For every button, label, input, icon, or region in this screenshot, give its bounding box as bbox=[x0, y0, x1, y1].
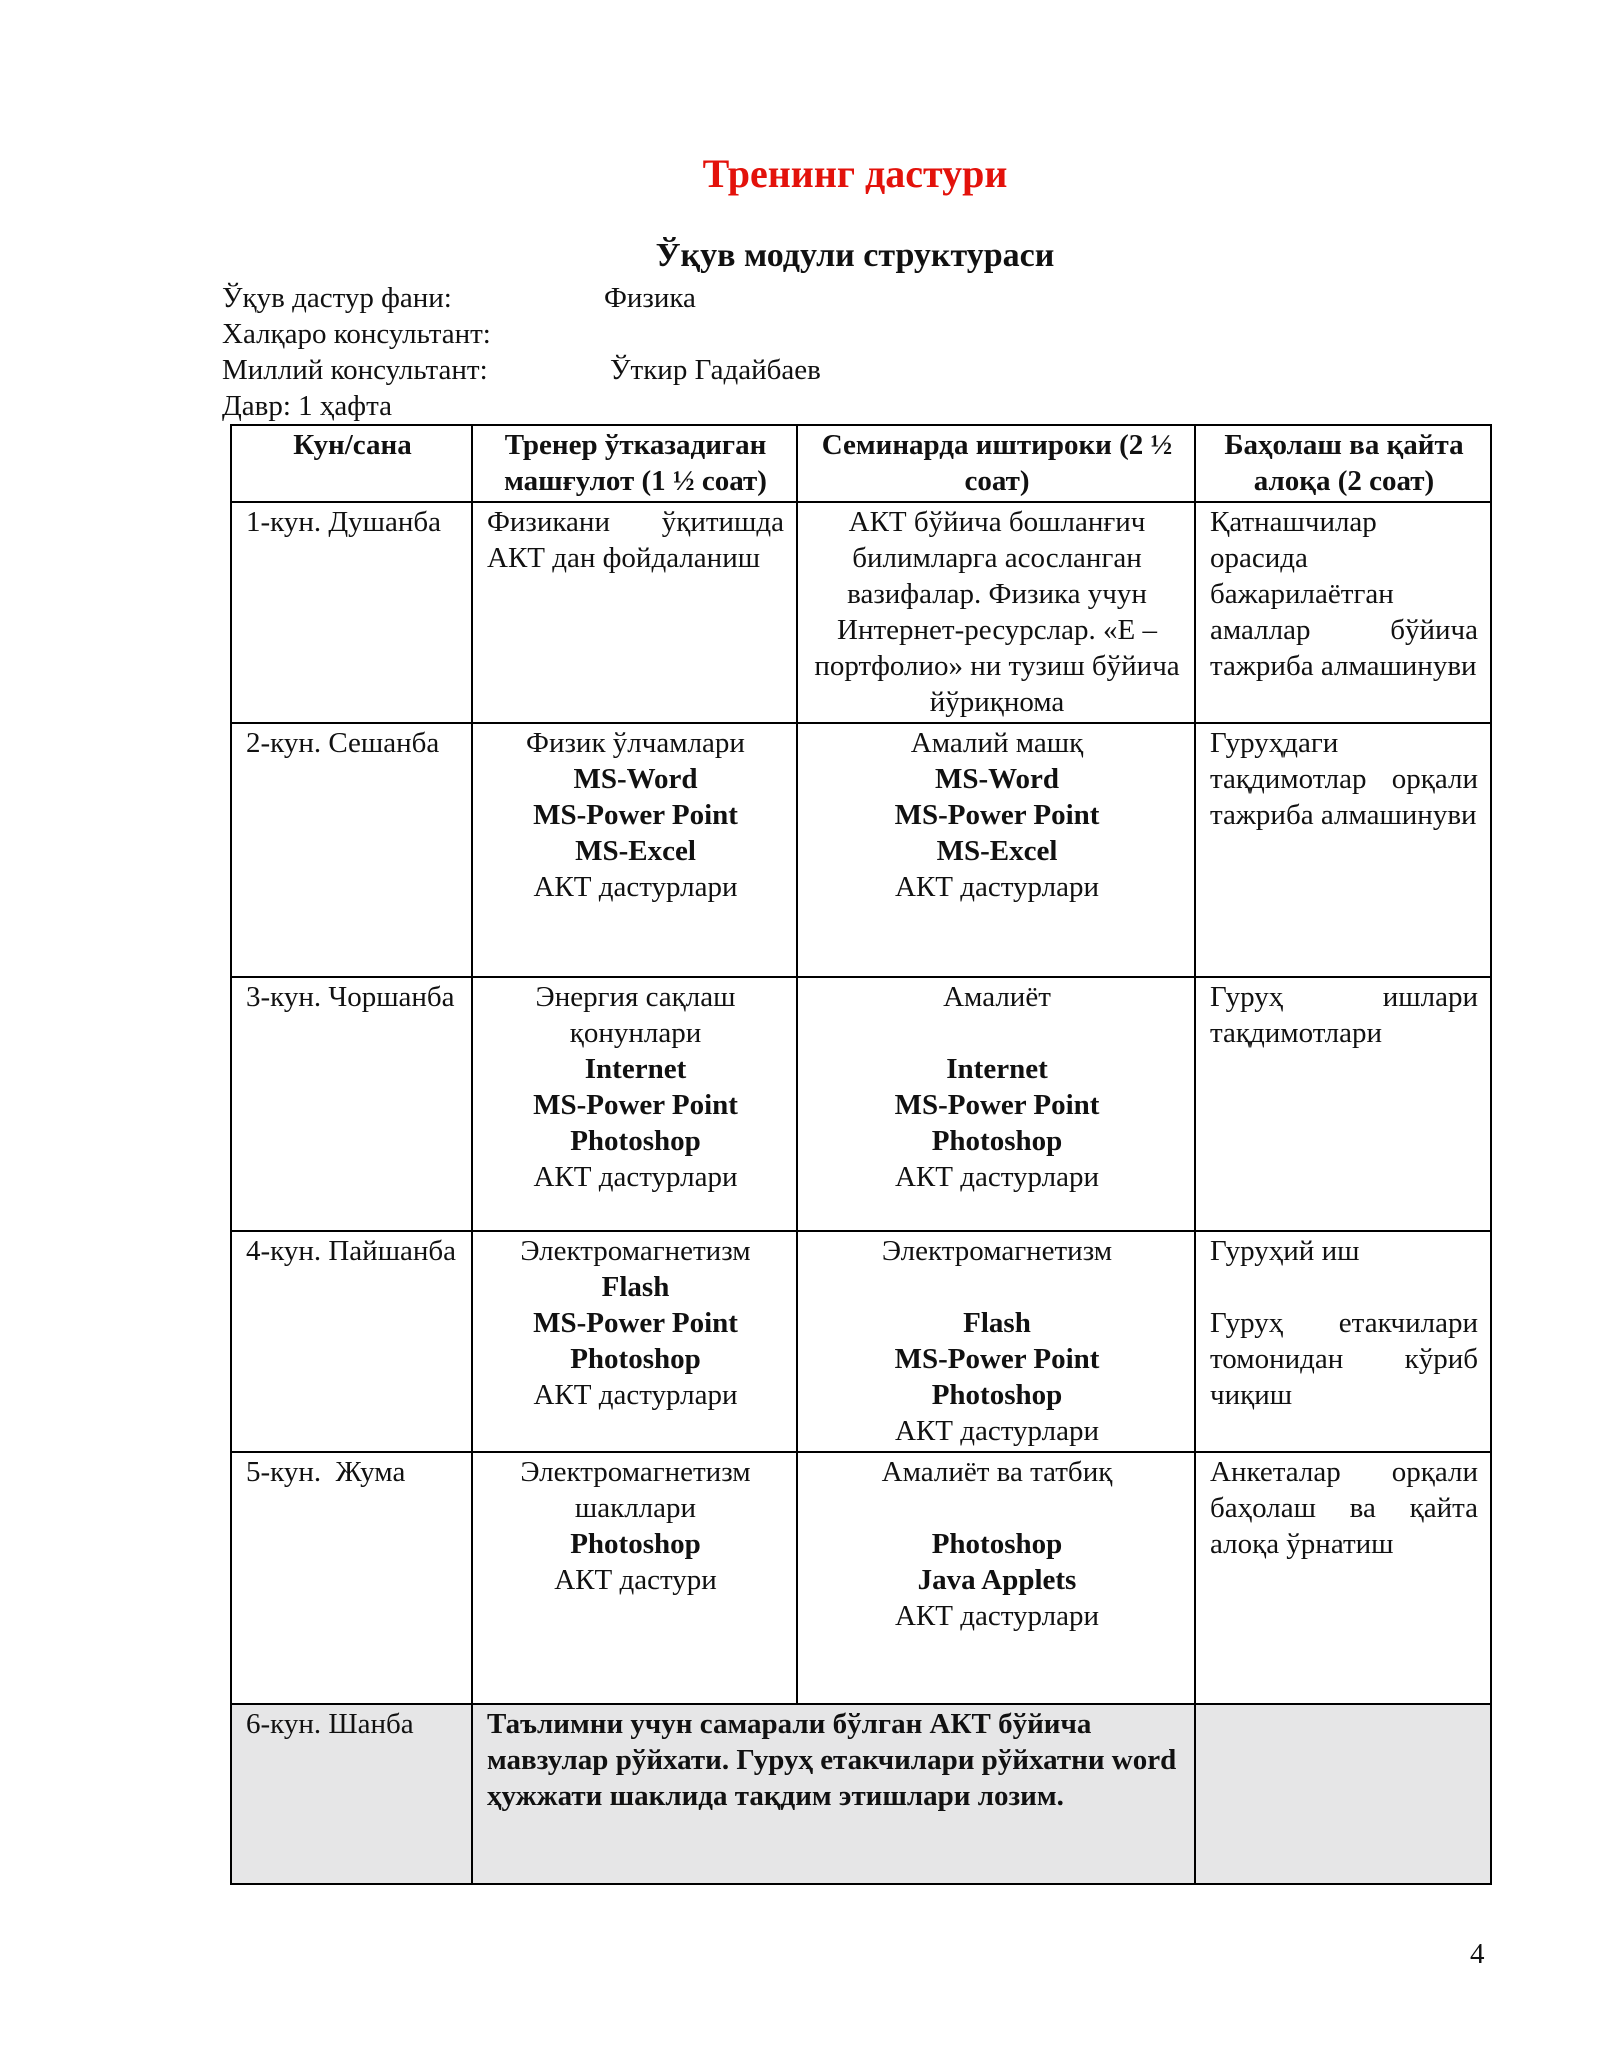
module-structure-heading: Ўқув модули структураси bbox=[655, 237, 1055, 274]
trainer-cell bbox=[472, 1231, 797, 1452]
header-assessment: Баҳолаш ва қайта алоқа (2 соат) bbox=[1195, 425, 1491, 502]
seminar-line: MS-Power Point bbox=[894, 1343, 1100, 1375]
day-cell: 1-кун. Душанба bbox=[231, 502, 472, 723]
seminar-cell bbox=[797, 1231, 1195, 1452]
period-label: Давр: 1 ҳафта bbox=[222, 390, 392, 422]
seminar-blank-line bbox=[812, 1015, 1182, 1051]
seminar-cell bbox=[797, 977, 1195, 1231]
intl-consultant-label: Халқаро консультант: bbox=[222, 318, 491, 350]
subject-label: Ўқув дастур фани: bbox=[222, 282, 452, 314]
trainer-line: MS-Power Point bbox=[533, 799, 738, 831]
day-cell: 2-кун. Сешанба bbox=[231, 723, 472, 977]
trainer-cell bbox=[472, 977, 797, 1231]
assessment-line: Гуруҳий иш bbox=[1210, 1235, 1360, 1267]
table-row bbox=[231, 977, 1491, 1231]
seminar-line: MS-Excel bbox=[936, 835, 1058, 867]
table-header-row bbox=[231, 425, 1491, 502]
day-cell: 3-кун. Чоршанба bbox=[231, 977, 472, 1231]
trainer-line: MS-Power Point bbox=[533, 1089, 738, 1121]
assessment-cell bbox=[1195, 1704, 1491, 1884]
trainer-line: Электромагнетизм шакллари bbox=[520, 1456, 751, 1524]
assessment-cell bbox=[1195, 1231, 1491, 1452]
seminar-line: Амалиёт ва татбиқ bbox=[881, 1456, 1113, 1488]
header-trainer: Тренер ўтказадиган машғулот (1 ½ соат) bbox=[472, 425, 797, 502]
seminar-line: Java Applets bbox=[917, 1564, 1077, 1596]
trainer-line: MS-Excel bbox=[575, 835, 696, 867]
table-row bbox=[231, 723, 1491, 977]
seminar-blank-line bbox=[812, 1269, 1182, 1305]
header-day: Кун/сана bbox=[231, 425, 472, 502]
trainer-cell bbox=[472, 723, 797, 977]
document-title: Тренинг дастури bbox=[702, 151, 1008, 196]
module-info bbox=[222, 280, 1022, 424]
trainer-line: Photoshop bbox=[570, 1343, 701, 1375]
seminar-line: MS-Power Point bbox=[894, 799, 1100, 831]
table-row bbox=[231, 1704, 1491, 1884]
trainer-line: Flash bbox=[601, 1271, 670, 1303]
table-row bbox=[231, 1452, 1491, 1704]
subject-row bbox=[222, 280, 1022, 316]
national-consultant-label: Миллий консультант: bbox=[222, 354, 488, 386]
seminar-cell bbox=[797, 723, 1195, 977]
national-consultant-row bbox=[222, 352, 1022, 388]
trainer-line: Электромагнетизм bbox=[520, 1235, 751, 1267]
trainer-line: Photoshop bbox=[570, 1125, 701, 1157]
trainer-line: Физикани ўқитишда АКТ дан фойдаланиш bbox=[487, 506, 784, 574]
summary-cell: Таълимни учун самарали бўлган АКТ бўйича мавзулар рўйхати. Гуруҳ етакчилари рўйхатни word ҳужжати шаклида тақдим этишлари лозим. bbox=[472, 1704, 1195, 1884]
trainer-cell bbox=[472, 502, 797, 723]
trainer-line: Photoshop bbox=[570, 1528, 701, 1560]
seminar-blank-line bbox=[812, 1490, 1182, 1526]
table-row bbox=[231, 502, 1491, 723]
seminar-line: Амалиёт bbox=[943, 981, 1051, 1013]
assessment-cell: Қатнашчилар орасида бажарилаётган амаллар бўйича тажриба алмашинуви bbox=[1195, 502, 1491, 723]
seminar-line: Электромагнетизм bbox=[881, 1235, 1113, 1267]
seminar-line: MS-Word bbox=[934, 763, 1060, 795]
seminar-line: Flash bbox=[963, 1307, 1031, 1339]
seminar-line: АКТ дастурлари bbox=[894, 871, 1100, 903]
trainer-line: MS-Word bbox=[573, 763, 698, 795]
trainer-line: АКТ дастурлари bbox=[533, 1161, 738, 1193]
seminar-line: Амалий машқ bbox=[910, 727, 1084, 759]
intl-consultant-row bbox=[222, 316, 1022, 352]
national-consultant-value: Ўткир Гадайбаев bbox=[610, 354, 821, 386]
trainer-line: АКТ дастури bbox=[554, 1564, 717, 1596]
trainer-line: Энергия сақлаш қонунлари bbox=[535, 981, 736, 1049]
seminar-cell bbox=[797, 1452, 1195, 1704]
page-number: 4 bbox=[1470, 1938, 1485, 1970]
subject-value: Физика bbox=[604, 282, 696, 314]
day-cell: 5-кун. Жума bbox=[231, 1452, 472, 1704]
seminar-line: MS-Power Point bbox=[894, 1089, 1100, 1121]
schedule-table bbox=[230, 424, 1492, 1885]
trainer-line: АКТ дастурлари bbox=[533, 1379, 738, 1411]
seminar-line: АКТ дастурлари bbox=[894, 1161, 1100, 1193]
seminar-line: Internet bbox=[946, 1053, 1048, 1085]
day-cell: 6-кун. Шанба bbox=[231, 1704, 472, 1884]
header-seminar: Семинарда иштироки (2 ½ соат) bbox=[797, 425, 1195, 502]
day-cell: 4-кун. Пайшанба bbox=[231, 1231, 472, 1452]
trainer-line: Физик ўлчамлари bbox=[526, 727, 745, 759]
trainer-cell bbox=[472, 1452, 797, 1704]
assessment-blank-line bbox=[1210, 1269, 1478, 1305]
seminar-line: АКТ дастурлари bbox=[894, 1415, 1100, 1447]
seminar-line: Photoshop bbox=[931, 1379, 1063, 1411]
trainer-line: MS-Power Point bbox=[533, 1307, 738, 1339]
assessment-line: Гуруҳ етакчилари томонидан кўриб чиқиш bbox=[1210, 1307, 1478, 1411]
seminar-line: АКТ бўйича бошланғич билимларга асосланган вазифалар. Физика учун Интернет-ресурслар. «Е – портфолио» ни тузиш бўйича йўриқнома bbox=[814, 506, 1180, 718]
seminar-line: Photoshop bbox=[931, 1125, 1063, 1157]
seminar-line: АКТ дастурлари bbox=[894, 1600, 1100, 1632]
assessment-cell: Гуруҳ ишлари тақдимотлари bbox=[1195, 977, 1491, 1231]
assessment-cell: Гуруҳдаги тақдимотлар орқали тажриба алмашинуви bbox=[1195, 723, 1491, 977]
assessment-cell: Анкеталар орқали баҳолаш ва қайта алоқа ўрнатиш bbox=[1195, 1452, 1491, 1704]
table-row bbox=[231, 1231, 1491, 1452]
seminar-line: Photoshop bbox=[931, 1528, 1063, 1560]
period-row bbox=[222, 388, 1022, 424]
trainer-line: Internet bbox=[584, 1053, 687, 1085]
trainer-line: АКТ дастурлари bbox=[533, 871, 738, 903]
seminar-cell bbox=[797, 502, 1195, 723]
